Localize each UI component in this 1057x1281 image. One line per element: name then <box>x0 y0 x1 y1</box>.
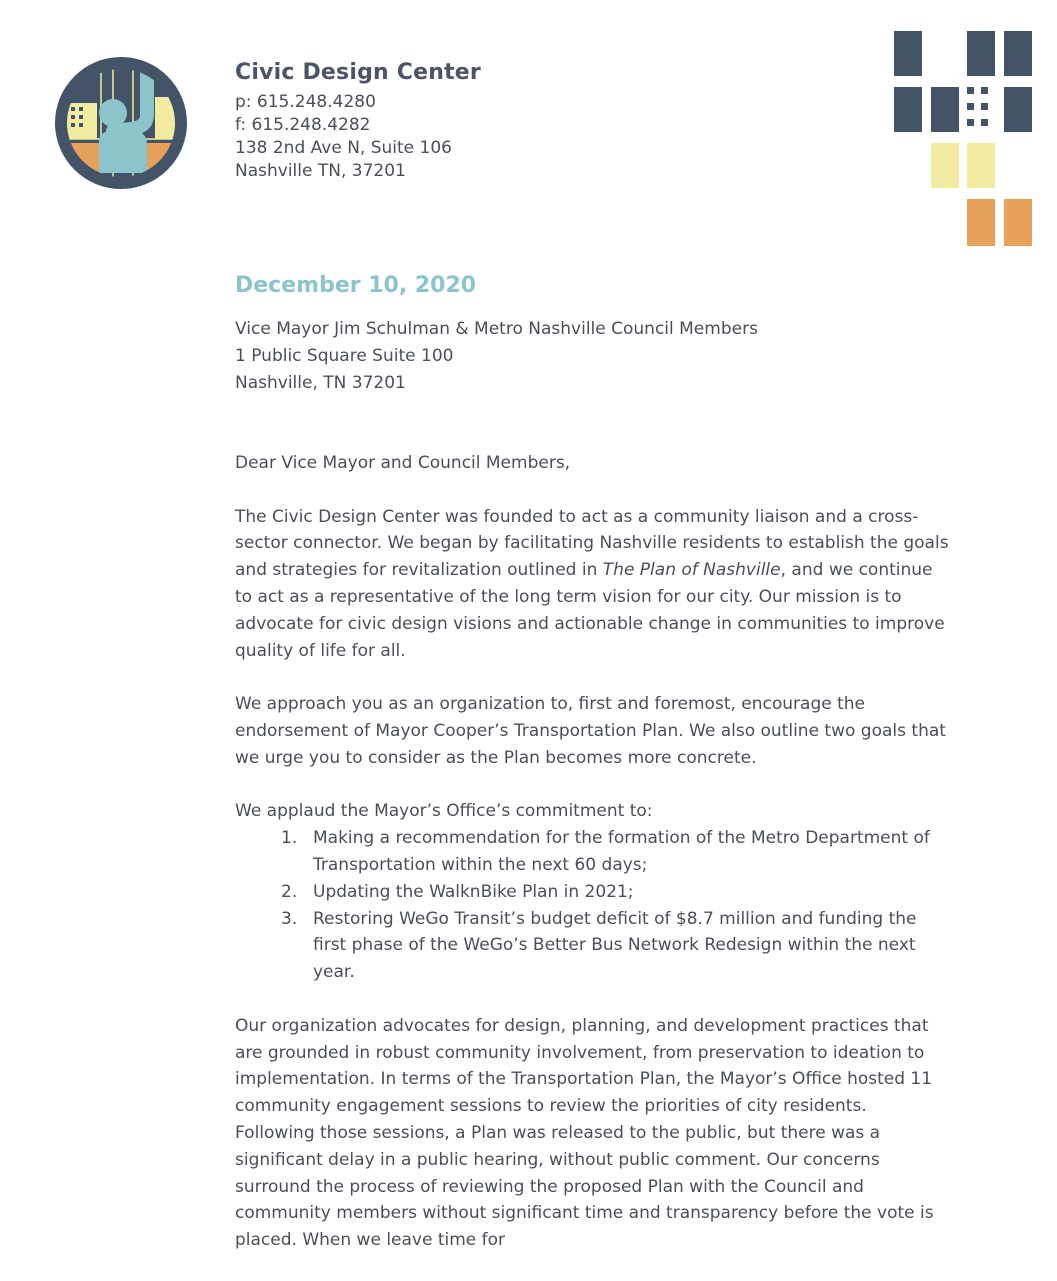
list-item-text: Updating the WalknBike Plan in 2021; <box>313 881 634 902</box>
paragraph-endorsement: We approach you as an organization to, first and foremost, encourage the endorsement of Mayor Cooper’s Transportation Plan. We also outline two goals that we urge you to consider as the Plan becomes more concrete. <box>235 694 946 768</box>
paragraph-process: Our organization advocates for design, planning, and development practices that are grounded in robust community involvement, from preservation to ideation to implementation. In terms of the Transportation Plan, the Mayor’s Office hosted 11 community engagement sessions to review the priorities of city residents. Following those sessions, a Plan was released to the public, but there was a significant delay in a public hearing, without public comment. Our concerns surround the process of reviewing the proposed Plan with the Council and community members without significant time and transparency before the vote is placed. When we leave time for <box>235 1015 934 1251</box>
paragraph-text: The Civic Design Center was founded to act as a community liaison and a cross-sector connector. We began by facilitating Nashville residents to establish the goals and strategies for revitalization outlined in <box>235 506 949 581</box>
contact-block <box>235 91 452 183</box>
address-line-2: Nashville TN, 37201 <box>235 161 406 181</box>
list-item <box>235 825 950 879</box>
recipient-line: Vice Mayor Jim Schulman & Metro Nashville Council Members <box>235 319 758 339</box>
list-number: 3. <box>281 908 298 929</box>
decorative-color-blocks <box>893 31 1033 247</box>
letter-body <box>235 450 950 1281</box>
paragraph-mission <box>235 504 950 665</box>
list-item <box>235 879 950 906</box>
address-line-1: 138 2nd Ave N, Suite 106 <box>235 138 452 158</box>
list-item <box>235 906 950 986</box>
list-item-text: Making a recommendation for the formation of the Metro Department of Transportation within the next 60 days; <box>313 828 930 875</box>
paragraph-commitments-intro: We applaud the Mayor’s Office’s commitment to: <box>235 801 653 822</box>
recipient-line: Nashville, TN 37201 <box>235 373 406 393</box>
phone-number: p: 615.248.4280 <box>235 92 376 112</box>
letter-date: December 10, 2020 <box>235 273 477 298</box>
plan-title: The Plan of Nashville <box>602 560 781 581</box>
commitments-list <box>235 825 950 986</box>
recipient-address <box>235 316 758 397</box>
civic-design-center-logo <box>55 57 187 189</box>
recipient-line: 1 Public Square Suite 100 <box>235 346 454 366</box>
list-number: 2. <box>281 881 298 902</box>
org-name: Civic Design Center <box>235 60 481 85</box>
list-number: 1. <box>281 828 298 849</box>
paragraph-text: , and we continue to act as a representative of the long term vision for our city. Our mission is to advocate for civic design visions and actionable change in communities to improve quality of life for all. <box>235 560 945 661</box>
salutation: Dear Vice Mayor and Council Members, <box>235 453 571 473</box>
list-item-text: Restoring WeGo Transit’s budget deficit of $8.7 million and funding the first phase of the WeGo’s Better Bus Network Redesign within the next year. <box>313 908 917 983</box>
fax-number: f: 615.248.4282 <box>235 115 371 135</box>
